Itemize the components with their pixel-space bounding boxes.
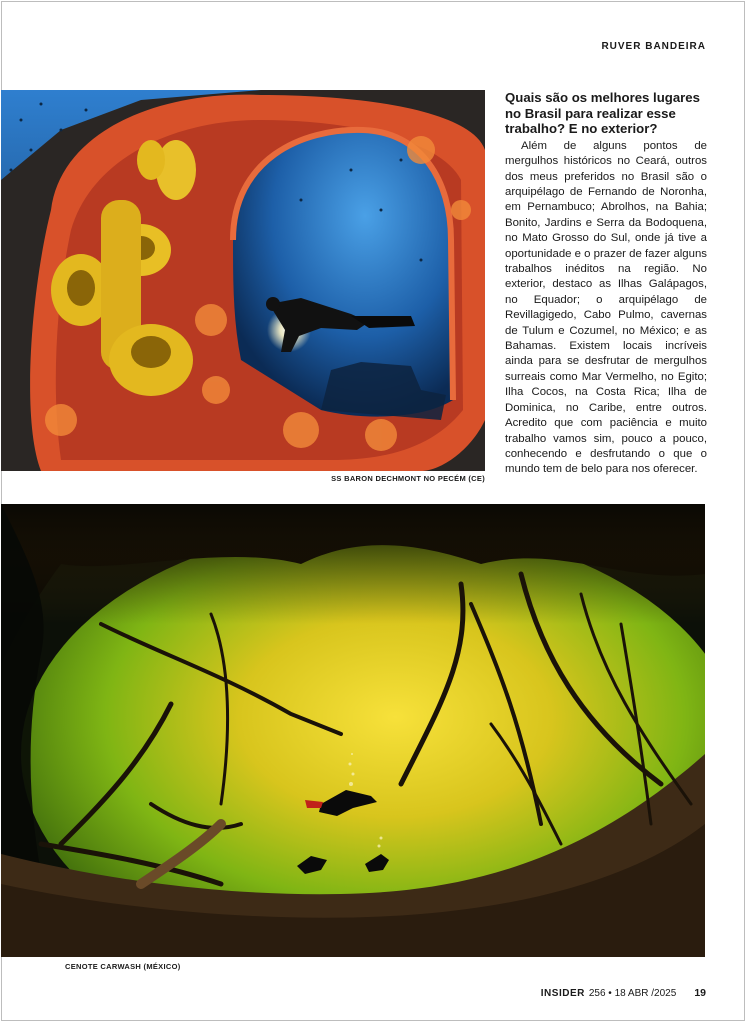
page-number: 19 [694, 987, 706, 999]
photo-caption: CENOTE CARWASH (MÉXICO) [65, 962, 181, 971]
shipwreck-photo [1, 90, 485, 471]
cenote-photo [1, 504, 705, 957]
author-name: RUVER BANDEIRA [601, 41, 706, 52]
photo-caption: SS BARON DECHMONT NO PECÉM (CE) [331, 474, 485, 483]
issue-info: 256 • 18 ABR /2025 [588, 988, 677, 999]
shipwreck-illustration [1, 90, 485, 471]
page-footer [541, 987, 706, 999]
article-body: Além de alguns pontos de mergulhos históricos no Ceará, outros dos meus preferidos no Brasil são o arquipélago de Fernando de Noronha, em Pernambuco; Abrolhos, na Bahia; Bonito, Jardins e Serra da Bodoquena, no Mato Grosso do Sul, onde já tive a oportunidade e o prazer de fazer alguns trabalhos inéditos na região. No exterior, destaco as Ilhas Galápagos, no Equador; o arquipélago de Revillagigedo, Cabo Pulmo, cavernas de Tulum e Cozumel, no México; e as Bahamas. Existem locais incríveis ainda para se desfrutar de mergulhos surreais como Mar Vermelho, no Egito; Ilha Cocos, na Costa Rica; Ilha de Dominica, no Caribe, entre outros. Acredito que com paciência e muito trabalho vamos sim, pouco a pouco, conhecendo e desfrutando o que o mundo tem de belo para nos oferecer. [505, 139, 708, 476]
cenote-illustration [1, 504, 705, 957]
article-heading: Quais são os melhores lugares no Brasil para realizar esse trabalho? E no exterior? [505, 90, 700, 137]
article-column [505, 90, 707, 478]
magazine-name: INSIDER [540, 988, 585, 999]
